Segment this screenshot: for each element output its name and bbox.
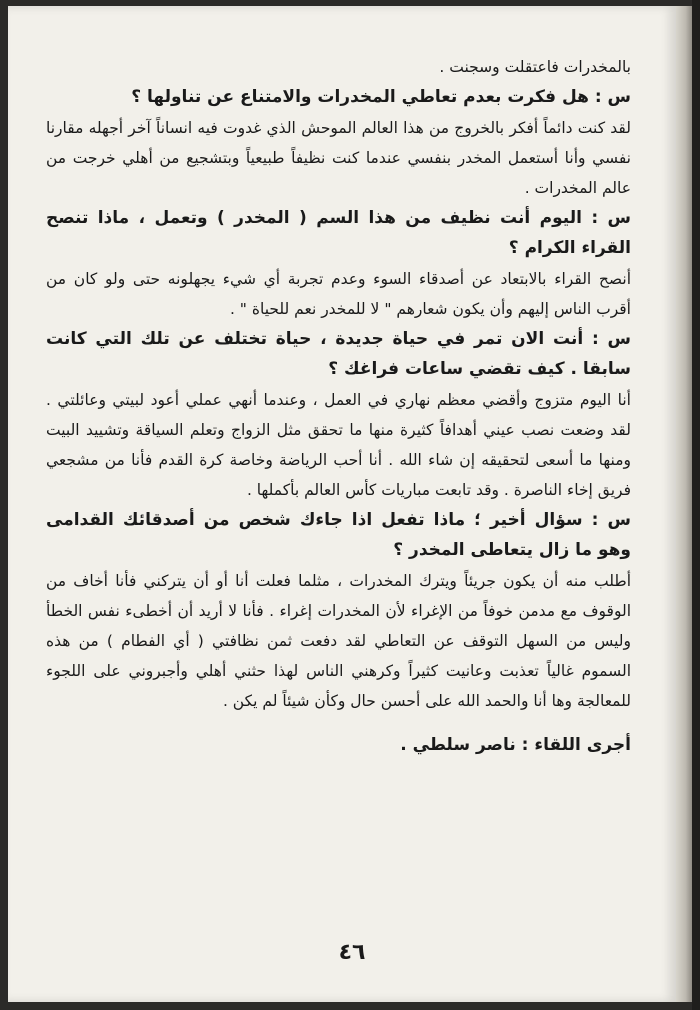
question-text: س : اليوم أنت نظيف من هذا السم ( المخدر ) وتعمل ، ماذا تنصح القراء الكرام ؟ [46, 207, 631, 258]
interviewer-credit: أجرى اللقاء : ناصر سلطي . [400, 734, 631, 755]
interview-text [46, 52, 631, 760]
answer-text: لقد كنت دائماً أفكر بالخروج من هذا العالم الموحش الذي غدوت فيه انساناً آخر أجهله مقارنا نفسي وأنا أستعمل المخدر بنفسي عندما كنت نظيفاً طبيعياً وبتشجيع من أهلي خرجت من عالم المخدرات . [46, 118, 631, 197]
answer-text: أطلب منه أن يكون جريئاً ويترك المخدرات ، مثلما فعلت أنا أو أن يتركني فأنا أخاف من الوقوف مع مدمن خوفاً من الإغراء لأن المخدرات إغراء . فأنا لا أريد أن أخطىء نفس الخطأ وليس من السهل التوقف عن التعاطي لقد دفعت ثمن نظافتي ( أي الفطام ) من هذه السموم غالياً تعذبت وعانيت كثيراً وكرهني الناس لهذا حثني أهلي وأجبروني على اللجوء للمعالجة وها أنا والحمد الله على أحسن حال وكأن شيئاً لم يكن . [46, 571, 631, 710]
answer-text: أنا اليوم متزوج وأقضي معظم نهاري في العمل ، وعندما أنهي عملي أعود لبيتي وعائلتي . لقد وضعت نصب عيني أهدافاً كثيرة منها ما تحقق مثل الزواج وتعلم السياقة وتشييد البيت ومنها ما أسعى لتحقيقه إن شاء الله . أنا أحب الرياضة وخاصة كرة القدم فأنا من مشجعي فريق إخاء الناصرة . وقد تابعت مباريات كأس العالم بأكملها . [46, 390, 631, 499]
question-text: س : هل فكرت بعدم تعاطي المخدرات والامتناع عن تناولها ؟ [131, 87, 631, 107]
question-text: س : أنت الان تمر في حياة جديدة ، حياة تختلف عن تلك التي كانت سابقا . كيف تقضي ساعات فراغك ؟ [46, 328, 631, 379]
page-number: ٤٦ [338, 940, 366, 965]
page-binding-edge [676, 6, 692, 1002]
answer-text: أنصح القراء بالابتعاد عن أصدقاء السوء وعدم تجربة أي شيء يجهلونه حتى ولو كان من أقرب الناس إليهم وأن يكون شعارهم " لا للمخدر نعم للحياة " . [46, 269, 631, 318]
question-text: س : سؤال أخير ؛ ماذا تفعل اذا جاءك شخص من أصدقائك القدامى وهو ما زال يتعاطى المخدر ؟ [46, 509, 631, 560]
book-spine [692, 0, 700, 1010]
answer-text: بالمخدرات فاعتقلت وسجنت . [439, 58, 631, 76]
